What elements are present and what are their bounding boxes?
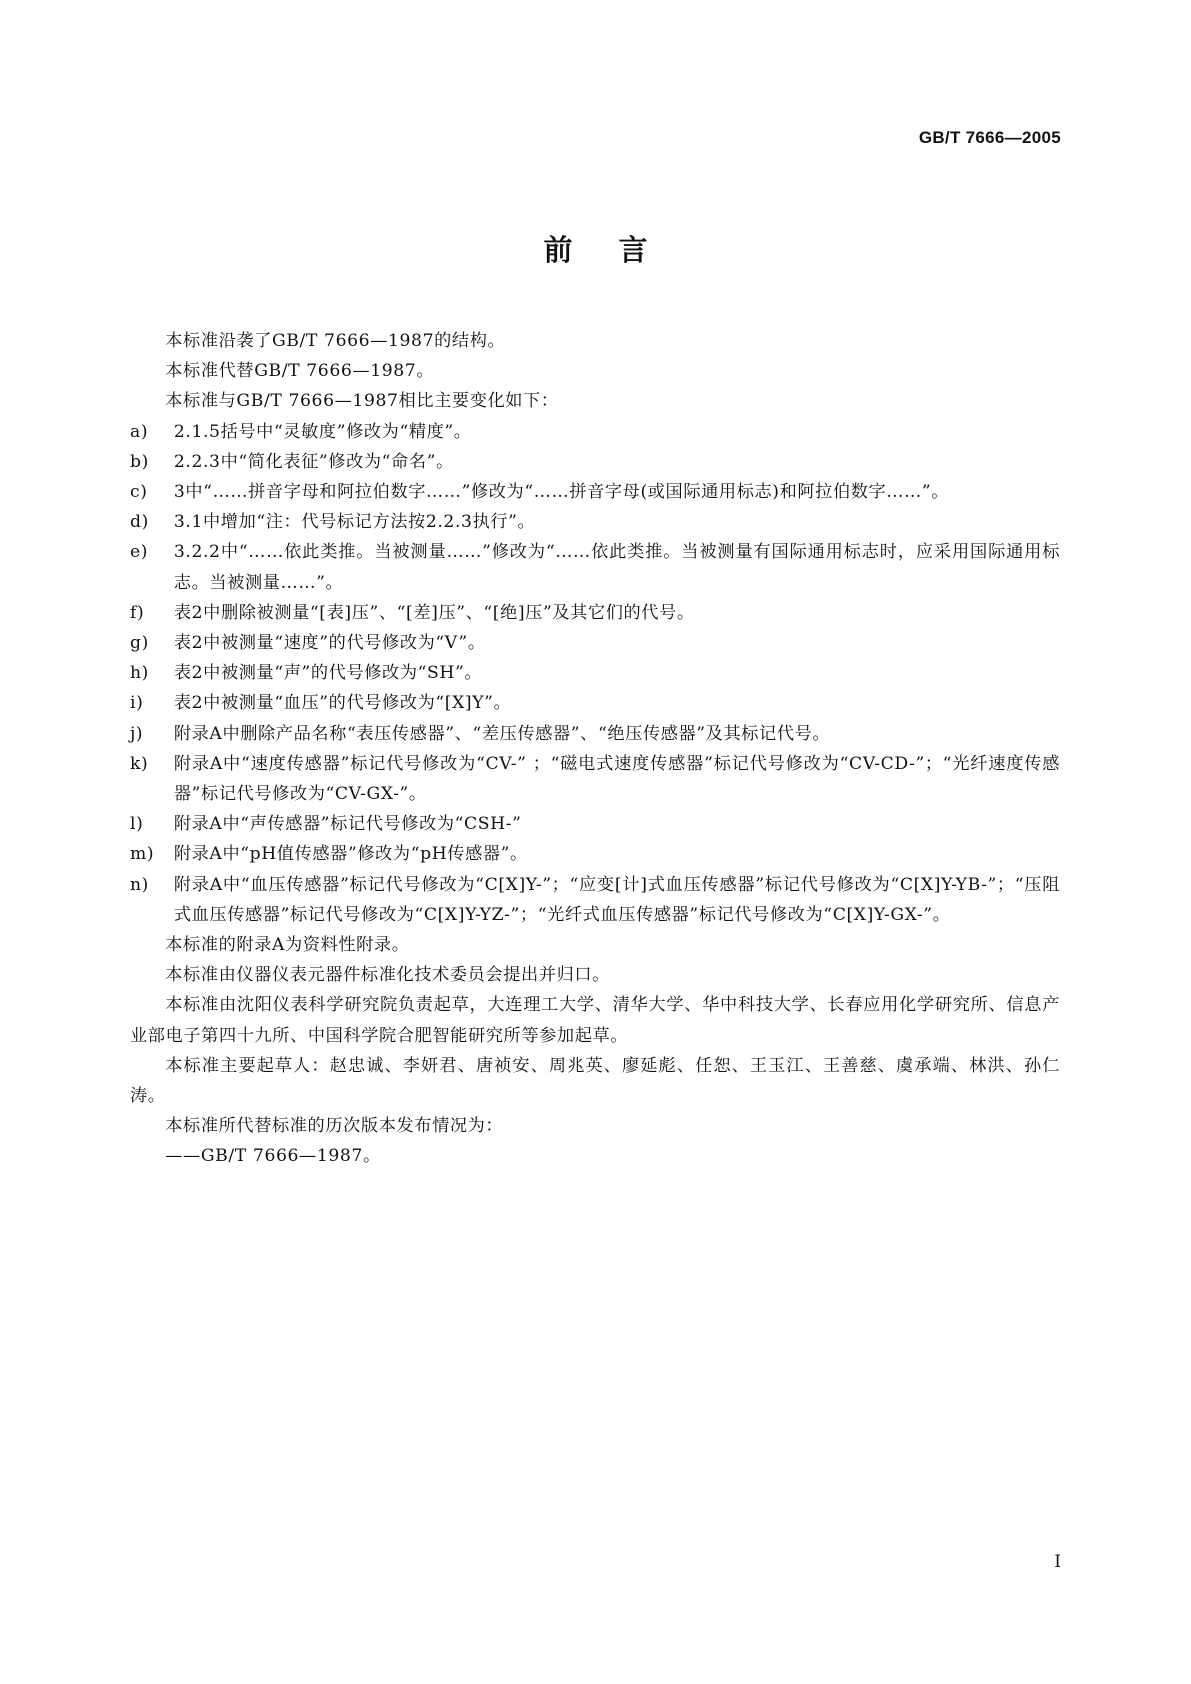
list-item [130, 598, 1060, 628]
intro-paragraph: 本标准沿袭了GB/T 7666—1987的结构。 [165, 331, 506, 351]
closing-paragraph: 本标准由仪器仪表元器件标准化技术委员会提出并归口。 [165, 965, 610, 986]
closing-paragraph: 本标准主要起草人：赵忠诚、李妍君、唐祯安、周兆英、廖延彪、任恕、王玉江、王善慈、虞承端、林洪、孙仁涛。 [130, 1055, 1060, 1107]
intro-paragraph: 本标准与GB/T 7666—1987相比主要变化如下： [165, 391, 559, 412]
list-marker: l) [130, 814, 144, 835]
list-marker: d) [130, 512, 149, 533]
list-item-text: 表2中被测量“速度”的代号修改为“V”。 [173, 633, 486, 654]
list-item-text: 3.1中增加“注：代号标记方法按2.2.3执行”。 [173, 512, 536, 533]
list-marker: f) [130, 602, 145, 623]
list-marker: c) [130, 482, 148, 503]
list-item [130, 809, 1060, 839]
closing-paragraph: 本标准由沈阳仪表科学研究院负责起草，大连理工大学、清华大学、华中科技大学、长春应用化学研究所、信息产业部电子第四十九所、中国科学院合肥智能研究所等参加起草。 [130, 995, 1060, 1046]
list-marker: i) [130, 693, 144, 714]
list-item [130, 628, 1060, 658]
page-title: 前言 [543, 233, 694, 267]
history-entry: ——GB/T 7666—1987。 [165, 1146, 381, 1167]
list-item-text: 附录A中“速度传感器”标记代号修改为“CV-” ；“磁电式速度传感器”标记代号修改为“CV-CD-”；“光纤速度传感器”标记代号修改为“CV-GX-”。 [173, 753, 1060, 805]
list-item [130, 688, 1060, 718]
closing-paragraph: 本标准所代替标准的历次版本发布情况为： [165, 1116, 504, 1137]
list-item-text: 附录A中删除产品名称“表压传感器”、“差压传感器”、“绝压传感器”及其标记代号。 [173, 723, 831, 744]
list-marker: g) [130, 633, 149, 654]
list-marker: h) [130, 663, 149, 684]
list-item [130, 658, 1060, 688]
closing-paragraph: 本标准的附录A为资料性附录。 [165, 935, 410, 956]
foreword-body [130, 326, 1060, 1172]
list-item [130, 870, 1060, 930]
list-marker: a) [130, 421, 149, 442]
intro-paragraph: 本标准代替GB/T 7666—1987。 [165, 361, 435, 382]
list-item-text: 附录A中“pH值传感器”修改为“pH传感器”。 [173, 844, 528, 865]
list-item-text: 3.2.2中“……依此类推。当被测量……”修改为“……依此类推。当被测量有国际通用标志时，应采用国际通用标志。当被测量……”。 [173, 542, 1060, 593]
list-item [130, 477, 1060, 507]
list-item-text: 附录A中“声传感器”标记代号修改为“CSH-” [173, 814, 522, 835]
page-number: I [1054, 1552, 1061, 1572]
list-item-text: 表2中删除被测量“[表]压”、“[差]压”、“[绝]压”及其它们的代号。 [173, 602, 695, 623]
list-item-text: 3中“……拼音字母和阿拉伯数字……”修改为“……拼音字母(或国际通用标志)和阿拉伯数字……”。 [173, 482, 950, 503]
list-marker: j) [130, 723, 144, 744]
list-item [130, 537, 1060, 597]
list-item-text: 表2中被测量“声”的代号修改为“SH”。 [173, 663, 483, 684]
list-item-text: 附录A中“血压传感器”标记代号修改为“C[X]Y-”；“应变[计]式血压传感器”标记代号修改为“C[X]Y-YB-”；“压阻式血压传感器”标记代号修改为“C[X]Y-YZ-”；“光纤式血压传感器”标记代号修改为“C[X]Y-GX-”。 [173, 874, 1060, 925]
list-item [130, 749, 1060, 809]
list-marker: m) [130, 844, 155, 865]
list-item-text: 表2中被测量“血压”的代号修改为“[X]Y”。 [173, 693, 512, 714]
changes-list [130, 417, 1060, 930]
list-item-text: 2.2.3中“简化表征”修改为“命名”。 [173, 451, 454, 472]
list-item-text: 2.1.5括号中“灵敏度”修改为“精度”。 [173, 421, 472, 442]
list-item [130, 719, 1060, 749]
list-item [130, 839, 1060, 869]
list-marker: n) [130, 874, 149, 895]
list-marker: e) [130, 542, 149, 563]
list-marker: k) [130, 753, 149, 774]
standard-code: GB/T 7666—2005 [918, 128, 1061, 147]
list-marker: b) [130, 451, 149, 472]
list-item [130, 417, 1060, 447]
list-item [130, 447, 1060, 477]
list-item [130, 507, 1060, 537]
